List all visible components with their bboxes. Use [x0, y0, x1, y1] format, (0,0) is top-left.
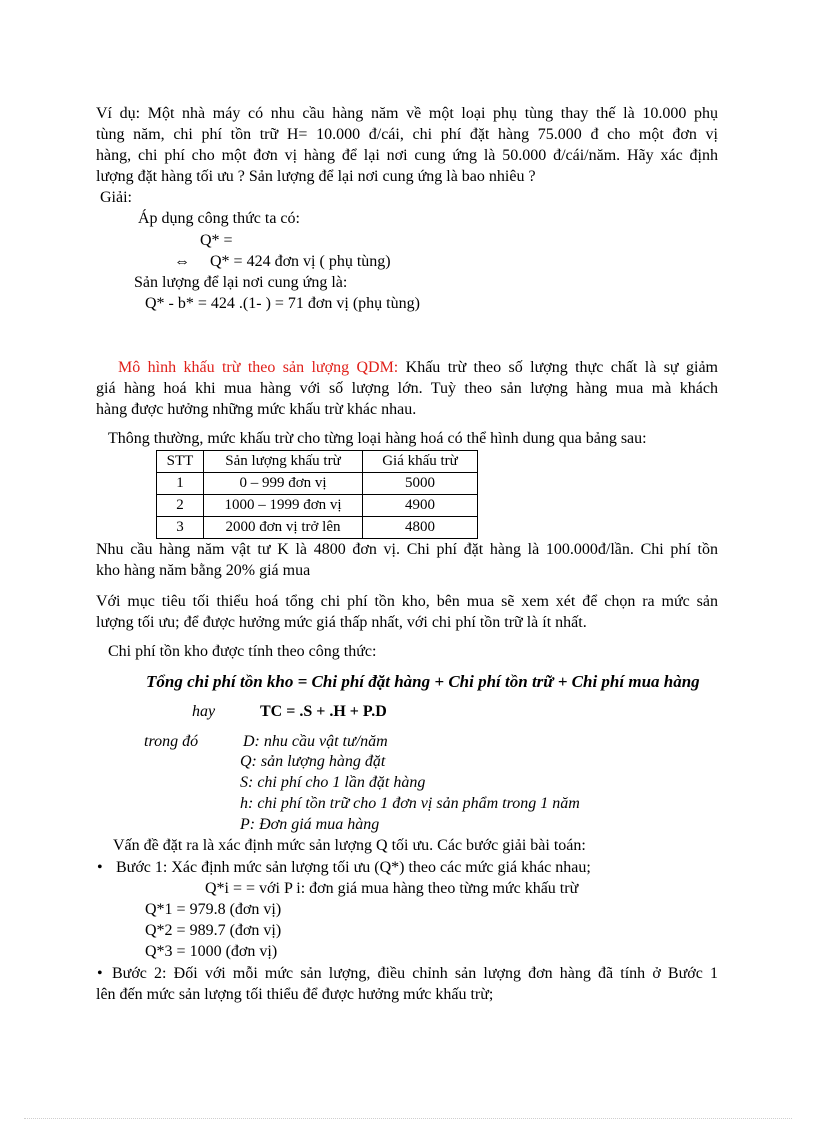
qdm-intro-line-1	[96, 358, 718, 378]
cost-formula-intro: Chi phí tồn kho được tính theo công thức:	[108, 643, 377, 660]
total-cost-title: Tổng chi phí tồn kho = Chi phí đặt hàng + Chi phí tồn trữ + Chi phí mua hàng	[146, 672, 700, 691]
where-label: trong đó	[144, 733, 199, 750]
definition-p: P: Đơn giá mua hàng	[240, 816, 380, 833]
cell-quantity: 1000 – 1999 đơn vị	[204, 495, 363, 517]
cell-stt: 1	[157, 473, 204, 495]
cell-price: 5000	[363, 473, 478, 495]
step-2-line-1: Bước 2: Đối với mỗi mức sản lượng, điều chỉnh sản lượng đơn hàng đã tính ở Bước 1	[112, 965, 718, 982]
example-line-1: Ví dụ: Một nhà máy có nhu cầu hàng năm về một loại phụ tùng thay thế là 10.000 phụ	[96, 105, 718, 122]
q-star-result: Q* = 424 đơn vị ( phụ tùng)	[210, 253, 391, 270]
problem-line: Vấn đề đặt ra là xác định mức sản lượng Q tối ưu. Các bước giải bài toán:	[113, 837, 586, 854]
solution-label: Giải:	[100, 189, 132, 206]
demand-line-1: Nhu cầu hàng năm vật tư K là 4800 đơn vị. Chi phí đặt hàng là 100.000đ/lần. Chi phí tồn	[96, 541, 718, 558]
table-intro: Thông thường, mức khấu trừ cho từng loại hàng hoá có thể hình dung qua bảng sau:	[108, 430, 647, 447]
bullet-icon: •	[97, 859, 103, 876]
cell-price: 4800	[363, 517, 478, 539]
q-star-label: Q* =	[200, 232, 233, 249]
qdm-intro-rest: Khấu trừ theo số lượng thực chất là sự giảm	[398, 359, 718, 376]
example-line-3: hàng, chi phí cho một đơn vị hàng để lại nơi cung ứng là 50.000 đ/cái/năm. Hãy xác định	[96, 147, 718, 164]
qi-formula: Q*i = = với P i: đơn giá mua hàng theo từng mức khấu trừ	[205, 880, 579, 897]
qdm-title: Mô hình khấu trừ theo sản lượng QDM:	[118, 359, 399, 376]
cell-stt: 3	[157, 517, 204, 539]
cell-stt: 2	[157, 495, 204, 517]
leftover-label: Sản lượng để lại nơi cung ứng là:	[134, 274, 348, 291]
definition-q: Q: sản lượng hàng đặt	[240, 753, 386, 770]
definition-d: D: nhu cầu vật tư/năm	[243, 733, 388, 750]
example-line-2: tùng năm, chi phí tồn trữ H= 10.000 đ/cái, chi phí đặt hàng 75.000 đ cho một đơn vị	[96, 126, 718, 143]
header-quantity: Sản lượng khấu trừ	[204, 451, 363, 473]
qdm-intro-line-3: hàng được hưởng những mức khấu trừ khác nhau.	[96, 401, 417, 418]
table-header-row	[157, 451, 478, 473]
discount-table	[156, 450, 478, 539]
demand-line-2: kho hàng năm bằng 20% giá mua	[96, 562, 311, 579]
page-bottom-divider	[24, 1118, 792, 1119]
qdm-intro-line-2: giá hàng hoá khi mua hàng với số lượng lớn. Tuỳ theo sản lượng hàng mua mà khách	[96, 380, 718, 397]
q-result-3: Q*3 = 1000 (đơn vị)	[145, 943, 278, 960]
cell-quantity: 2000 đơn vị trở lên	[204, 517, 363, 539]
step-2-line-2: lên đến mức sản lượng tối thiểu để được hưởng mức khấu trừ;	[96, 986, 494, 1003]
cell-price: 4900	[363, 495, 478, 517]
q-result-1: Q*1 = 979.8 (đơn vị)	[145, 901, 282, 918]
q-result-2: Q*2 = 989.7 (đơn vị)	[145, 922, 282, 939]
header-price: Giá khấu trừ	[363, 451, 478, 473]
table-row	[157, 517, 478, 539]
header-stt: STT	[157, 451, 204, 473]
goal-line-1: Với mục tiêu tối thiểu hoá tổng chi phí tồn kho, bên mua sẽ xem xét để chọn ra mức sản	[96, 593, 718, 610]
example-line-4: lượng đặt hàng tối ưu ? Sản lượng để lại nơi cung ứng là bao nhiêu ?	[96, 168, 536, 185]
equivalence-icon: ⇔	[174, 253, 190, 270]
definition-h: h: chi phí tồn trữ cho 1 đơn vị sản phẩm trong 1 năm	[240, 795, 580, 812]
definition-s: S: chi phí cho 1 lần đặt hàng	[240, 774, 426, 791]
tc-formula: TC = .S + .H + P.D	[260, 703, 387, 720]
cell-quantity: 0 – 999 đơn vị	[204, 473, 363, 495]
step-1: Bước 1: Xác định mức sản lượng tối ưu (Q*) theo các mức giá khác nhau;	[116, 859, 591, 876]
goal-line-2: lượng tối ưu; để được hưởng mức giá thấp nhất, với chi phí tồn trữ là ít nhất.	[96, 614, 587, 631]
leftover-result: Q* - b* = 424 .(1- ) = 71 đơn vị (phụ tùng)	[145, 295, 420, 312]
hay-label: hay	[192, 703, 216, 720]
bullet-icon: •	[97, 965, 103, 982]
apply-formula-text: Áp dụng công thức ta có:	[138, 210, 300, 227]
table-row	[157, 495, 478, 517]
table-row	[157, 473, 478, 495]
